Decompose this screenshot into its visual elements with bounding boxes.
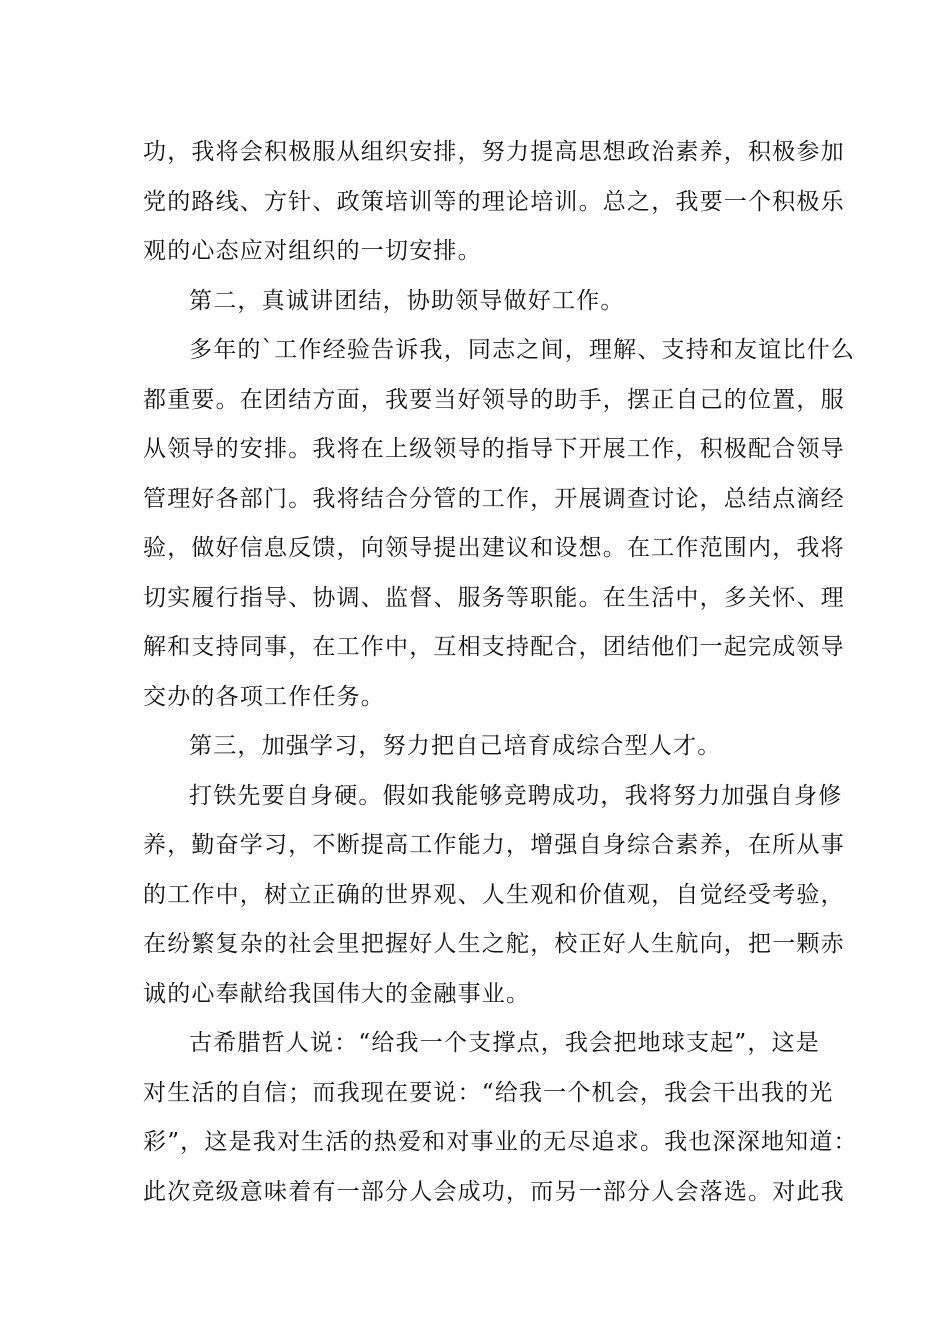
- text-line: 观的心态应对组织的一切安排。: [143, 238, 482, 264]
- section-heading: 第三，加强学习，努力把自己培育成综合型人才。: [189, 733, 722, 759]
- text-line: 的工作中，树立正确的世界观、人生观和价值观，自觉经受考验，: [143, 881, 845, 908]
- text-line: 古希腊哲人说：“给我一个支撑点，我会把地球支起”，这是: [189, 1030, 820, 1056]
- text-line: 功，我将会积极服从组织安排，努力提高思想政治素养，积极参加: [143, 139, 845, 165]
- text-line: 党的路线、方针、政策培训等的理论培训。总之，我要一个积极乐: [143, 188, 845, 215]
- text-line: 切实履行指导、协调、监督、服务等职能。在生活中，多关怀、理: [143, 584, 845, 611]
- text-line: 诚的心奉献给我国伟大的金融事业。: [143, 980, 531, 1007]
- text-line: 从领导的安排。我将在上级领导的指导下开展工作，积极配合领导: [143, 436, 845, 462]
- text-line: 解和支持同事，在工作中，互相支持配合，团结他们一起完成领导: [143, 634, 845, 660]
- text-line: 在纷繁复杂的社会里把握好人生之舵，校正好人生航向，把一颗赤: [143, 931, 845, 957]
- text-line: 都重要。在团结方面，我要当好领导的助手，摆正自己的位置，服: [143, 386, 845, 413]
- text-line: 此次竞级意味着有一部分人会成功，而另一部分人会落选。对此我: [143, 1178, 845, 1205]
- text-line: 验，做好信息反馈，向领导提出建议和设想。在工作范围内，我将: [143, 535, 845, 561]
- text-line: 交办的各项工作任务。: [143, 683, 385, 710]
- text-line: 养，勤奋学习，不断提高工作能力，增强自身综合素养，在所从事: [143, 832, 845, 858]
- text-line: 打铁先要自身硬。假如我能够竞聘成功，我将努力加强自身修: [189, 782, 843, 809]
- text-line: 彩”，这是我对生活的热爱和对事业的无尽追求。我也深深地知道：: [143, 1129, 858, 1155]
- document-body: [143, 128, 858, 1217]
- text-line: 对生活的自信；而我现在要说：“给我一个机会，我会干出我的光: [143, 1079, 834, 1106]
- text-line: 多年的`工作经验告诉我，同志之间，理解、支持和友谊比什么: [189, 337, 856, 363]
- text-line: 管理好各部门。我将结合分管的工作，开展调查讨论，总结点滴经: [143, 485, 845, 512]
- section-heading: 第二，真诚讲团结，协助领导做好工作。: [189, 287, 625, 314]
